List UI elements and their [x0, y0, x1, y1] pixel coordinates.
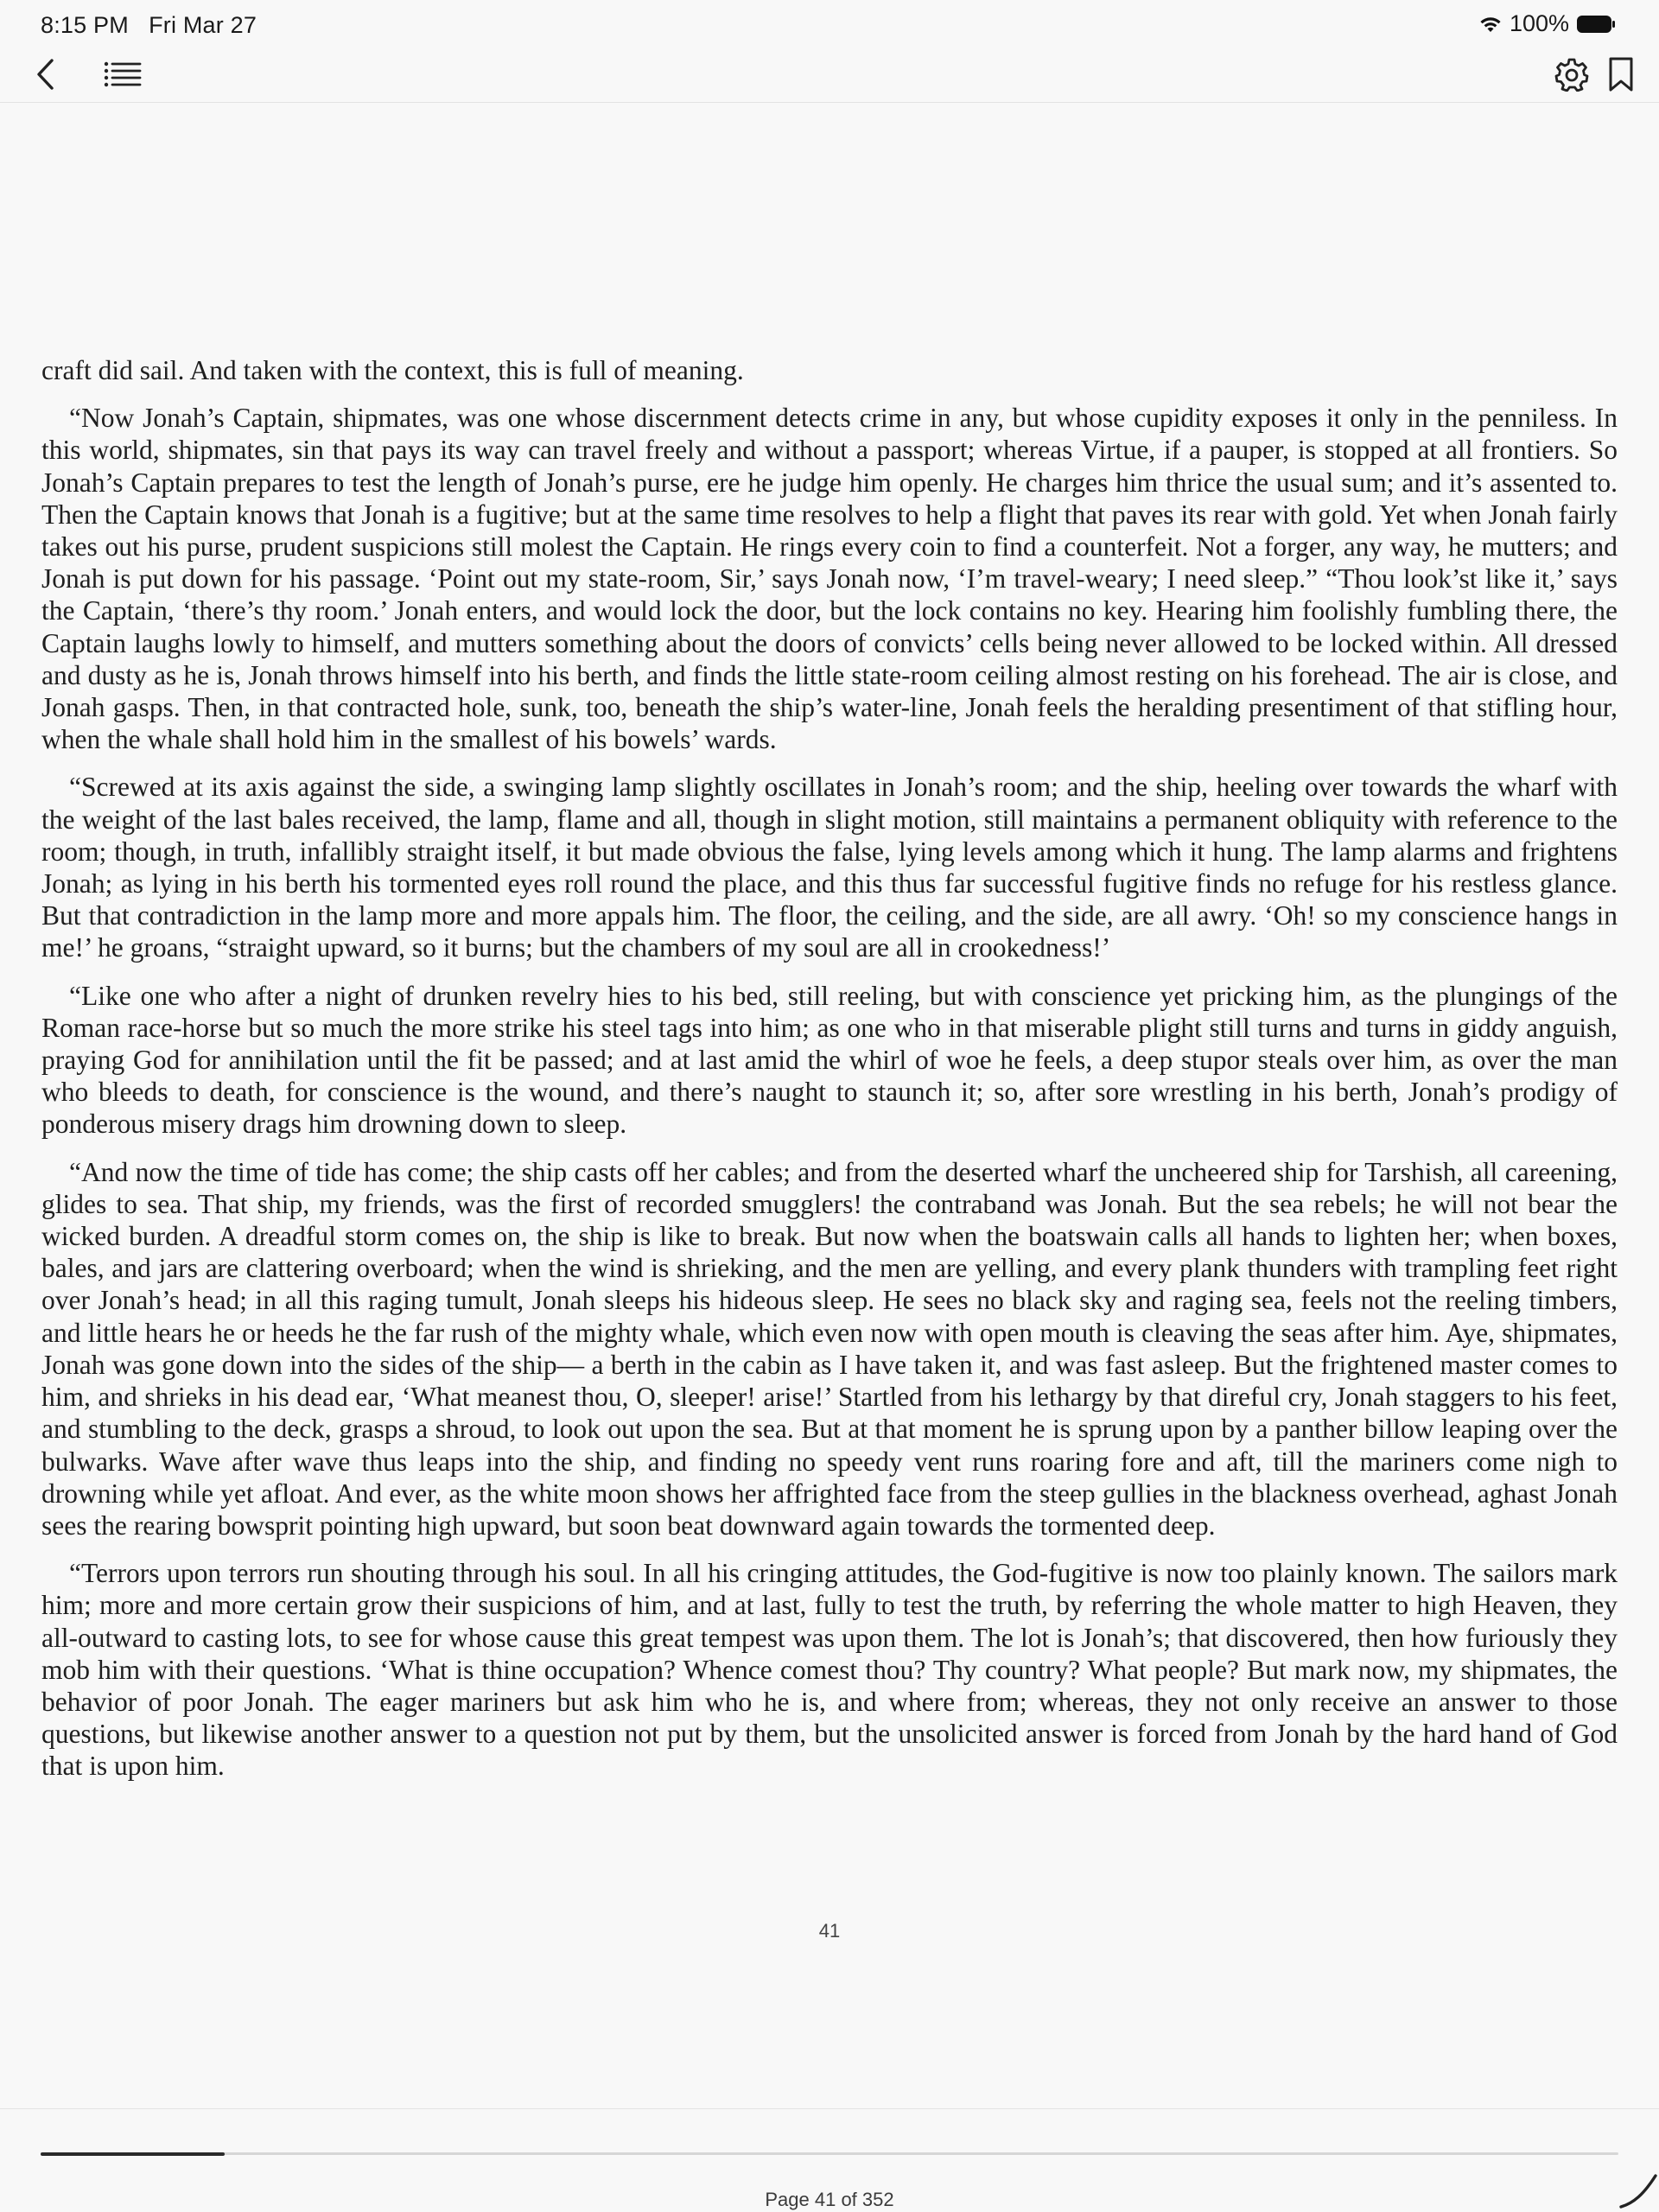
status-time: [41, 12, 257, 39]
bookmark-button[interactable]: [1600, 48, 1642, 100]
page-number: 41: [818, 1920, 841, 1942]
table-of-contents-icon: [104, 60, 142, 88]
status-bar: [0, 0, 1659, 48]
battery-icon: [1576, 14, 1616, 35]
settings-button[interactable]: [1550, 48, 1593, 100]
book-page-text: [41, 354, 1618, 1798]
status-clock: 8:15 PM: [41, 12, 129, 38]
back-chevron-icon: [35, 57, 57, 92]
back-button[interactable]: [24, 48, 67, 100]
reading-progress-slider[interactable]: [41, 2152, 1618, 2155]
reading-progress-fill: [41, 2152, 225, 2156]
battery-percent: 100%: [1509, 10, 1569, 36]
status-indicators: [1477, 10, 1616, 37]
paragraph: “Like one who after a night of drunken revelry hies to his bed, still reeling, but with conscience yet pricking him, as the plungings of the Roman race-horse but so much the more strike his steel tags into him; as one who in that miserable plight still turns and turns in giddy anguish, praying God for annihilation until the fit be passed; and at last amid the whirl of woe he feels, a deep stupor steals over him, as over the man who bleeds to death, for conscience is the wound, and there’s naught to staunch it; so, after sore wrestling in his berth, Jonah’s prodigy of ponderous misery drags him drowning down to sleep.: [41, 980, 1618, 1140]
paragraph: “Terrors upon terrors run shouting through his soul. In all his cringing attitudes, the God-fugitive is now too plainly known. The sailors mark him; more and more certain grow their suspicions of him, and at last, fully to test the truth, by referring the whole matter to high Heaven, they all-outward to casting lots, to see for whose cause this great tempest was upon them. The lot is Jonah’s; that discovered, then how furiously they mob him with their questions. ‘What is thine occupation? Whence comest thou? Thy country? What people? But mark now, my shipmates, the behavior of poor Jonah. The eager mariners but ask him who he is, and where from; whereas, they not only receive an answer to those questions, but likewise another answer to a question not put by them, but the unsolicited answer is forced from Jonah by the hard hand of God that is upon him.: [41, 1558, 1618, 1782]
page-indicator: Page 41 of 352: [765, 2189, 894, 2210]
status-date: Fri Mar 27: [149, 12, 257, 38]
bookmark-icon: [1607, 56, 1635, 92]
paragraph: “And now the time of tide has come; the ship casts off her cables; and from the deserted wharf the uncheered ship for Tarshish, all careening, glides to sea. That ship, my friends, was the first of recorded smugglers! the contraband was Jonah. But the sea rebels; he will not bear the wicked burden. A dreadful storm comes on, the ship is like to break. But now when the boatswain calls all hands to lighten her; when boxes, bales, and jars are clattering overboard; when the wind is shrieking, and the men are yelling, and every plank thunders with trampling feet right over Jonah’s head; in all this raging tumult, Jonah sleeps his hideous sleep. He sees no black sky and raging sea, feels not the reeling timbers, and little hears he or heeds he the far rush of the mighty whale, which even now with open mouth is cleaving the seas after him. Aye, shipmates, Jonah was gone down into the sides of the ship— a berth in the cabin as I have taken it, and was fast asleep. But the frightened master comes to him, and shrieks in his dead ear, ‘What meanest thou, O, sleeper! arise!’ Startled from his lethargy by that direful cry, Jonah staggers to his feet, and stumbling to the deck, grasps a shroud, to look out upon the sea. But at that moment he is sprung upon by a panther billow leaping over the bulwarks. Wave after wave thus leaps into the ship, and finding no speedy vent runs roaring fore and aft, till the mariners come nigh to drowning while yet afloat. And ever, as the white moon shows her affrighted face from the steep gullies in the blackness overhead, aghast Jonah sees the rearing bowsprit pointing high upward, but soon beat downward again towards the tormented deep.: [41, 1156, 1618, 1541]
table-of-contents-button[interactable]: [97, 48, 149, 100]
paragraph: “Now Jonah’s Captain, shipmates, was one whose discernment detects crime in any, but whose cupidity exposes it only in the penniless. In this world, shipmates, sin that pays its way can travel freely and without a passport; whereas Virtue, if a pauper, is stopped at all frontiers. So Jonah’s Captain prepares to test the length of Jonah’s purse, ere he judge him openly. He charges him thrice the usual sum; and it’s assented to. Then the Captain knows that Jonah is a fugitive; but at the same time resolves to help a flight that paves its rear with gold. Yet when Jonah fairly takes out his purse, prudent suspicions still molest the Captain. He rings every coin to find a counterfeit. Not a forger, any way, he mutters; and Jonah is put down for his passage. ‘Point out my state-room, Sir,’ says Jonah now, ‘I’m travel-weary; I need sleep.” “Thou look’st like it,’ says the Captain, ‘there’s thy room.’ Jonah enters, and would lock the door, but the lock contains no key. Hearing him foolishly fumbling there, the Captain laughs lowly to himself, and mutters something about the doors of convicts’ cells being never allowed to be locked within. All dressed and dusty as he is, Jonah throws himself into his berth, and finds the little state-room ceiling almost resting on his forehead. The air is close, and Jonah gasps. Then, in that contracted hole, sunk, too, beneath the ship’s water-line, Jonah feels the heralding presentiment of that stifling hour, when the whale shall hold him in the smallest of his bowels’ wards.: [41, 403, 1618, 755]
reader-toolbar: [0, 48, 1659, 103]
page-curl-icon[interactable]: [1614, 2158, 1659, 2212]
paragraph: “Screwed at its axis against the side, a swinging lamp slightly oscillates in Jonah’s room; and the ship, heeling over towards the wharf with the weight of the last bales received, the lamp, flame and all, though in slight motion, still maintains a permanent obliquity with reference to the room; though, in truth, infallibly straight itself, it but made obvious the false, lying levels among which it hung. The lamp alarms and frightens Jonah; as lying in his berth his tormented eyes roll round the place, and this thus far successful fugitive finds no refuge for his restless glance. But that contradiction in the lamp more and more appals him. The floor, the ceiling, and the side, are all awry. ‘Oh! so my conscience hangs in me!’ he groans, “straight upward, so it burns; but the chambers of my soul are all in crookedness!’: [41, 772, 1618, 963]
paragraph: craft did sail. And taken with the context, this is full of meaning.: [41, 355, 744, 385]
footer-divider: [0, 2108, 1659, 2109]
wifi-icon: [1477, 14, 1504, 35]
gear-icon: [1554, 57, 1589, 92]
